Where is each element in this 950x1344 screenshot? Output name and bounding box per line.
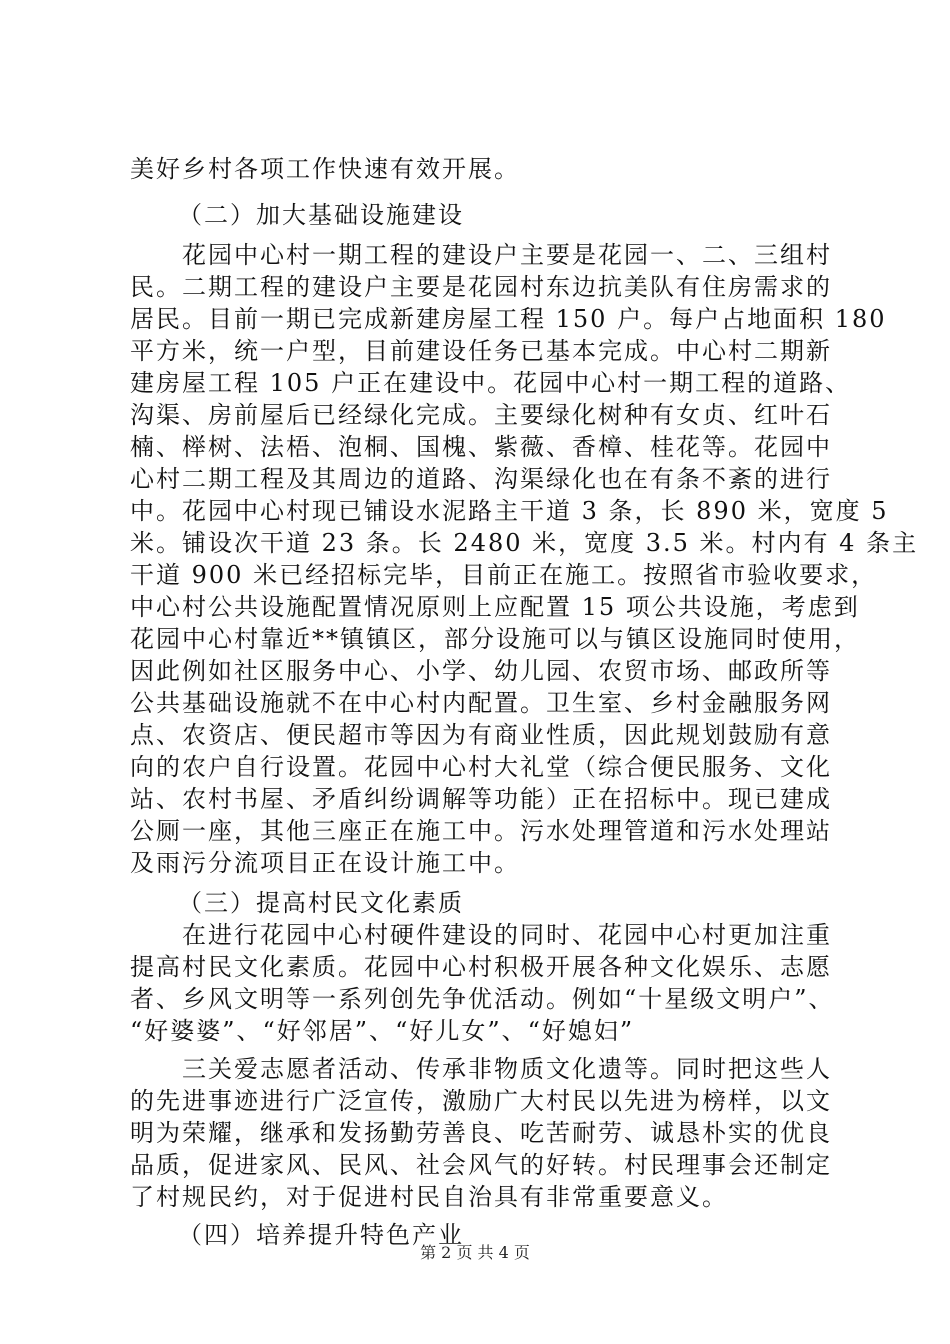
section-heading-3: （三）提高村民文化素质 xyxy=(178,889,464,917)
body-text-line: 公厕一座，其他三座正在施工中。污水处理管道和污水处理站 xyxy=(130,817,832,845)
body-text-line: 提高村民文化素质。花园中心村积极开展各种文化娱乐、志愿 xyxy=(130,953,832,981)
body-text-line: 花园中心村靠近**镇镇区，部分设施可以与镇区设施同时使用， xyxy=(130,625,860,653)
paragraph-first-line: 三关爱志愿者活动、传承非物质文化遗等。同时把这些人 xyxy=(182,1055,832,1083)
body-text-line: 中心村公共设施配置情况原则上应配置 15 项公共设施，考虑到 xyxy=(130,593,860,621)
body-text-line: 向的农户自行设置。花园中心村大礼堂（综合便民服务、文化 xyxy=(130,753,832,781)
body-text-line: 平方米，统一户型，目前建设任务已基本完成。中心村二期新 xyxy=(130,337,832,365)
body-text-line: 干道 900 米已经招标完毕，目前正在施工。按照省市验收要求， xyxy=(130,561,878,589)
body-text-line: 及雨污分流项目正在设计施工中。 xyxy=(130,849,520,877)
body-text-line: 站、农村书屋、矛盾纠纷调解等功能）正在招标中。现已建成 xyxy=(130,785,832,813)
paragraph-first-line: 花园中心村一期工程的建设户主要是花园一、二、三组村 xyxy=(182,241,832,269)
body-text-line: 者、乡风文明等一系列创先争优活动。例如“十星级文明户”、 xyxy=(130,985,835,1013)
section-heading-2: （二）加大基础设施建设 xyxy=(178,201,464,229)
body-text-line: 明为荣耀，继承和发扬勤劳善良、吃苦耐劳、诚恳朴实的优良 xyxy=(130,1119,832,1147)
body-text-line: 了村规民约，对于促进村民自治具有非常重要意义。 xyxy=(130,1183,728,1211)
body-text-line: 建房屋工程 105 户正在建设中。花园中心村一期工程的道路、 xyxy=(130,369,852,397)
body-text-line: 的先进事迹进行广泛宣传，激励广大村民以先进为榜样，以文 xyxy=(130,1087,832,1115)
body-text-line: 楠、榉树、法梧、泡桐、国槐、紫薇、香樟、桂花等。花园中 xyxy=(130,433,832,461)
body-text-line: “好婆婆”、“好邻居”、“好儿女”、“好媳妇” xyxy=(130,1017,635,1045)
body-text-line: 居民。目前一期已完成新建房屋工程 150 户。每户占地面积 180 xyxy=(130,305,887,333)
body-text-line: 民。二期工程的建设户主要是花园村东边抗美队有住房需求的 xyxy=(130,273,832,301)
body-text-line: 米。铺设次干道 23 条。长 2480 米，宽度 3.5 米。村内有 4 条主 xyxy=(130,529,919,557)
body-text-line: 因此例如社区服务中心、小学、幼儿园、农贸市场、邮政所等 xyxy=(130,657,832,685)
body-text-line: 中。花园中心村现已铺设水泥路主干道 3 条，长 890 米，宽度 5 xyxy=(130,497,889,525)
body-text-line: 品质，促进家风、民风、社会风气的好转。村民理事会还制定 xyxy=(130,1151,832,1179)
body-text-line: 美好乡村各项工作快速有效开展。 xyxy=(130,155,520,183)
body-text-line: 公共基础设施就不在中心村内配置。卫生室、乡村金融服务网 xyxy=(130,689,832,717)
body-text-line: 沟渠、房前屋后已经绿化完成。主要绿化树种有女贞、红叶石 xyxy=(130,401,832,429)
paragraph-first-line: 在进行花园中心村硬件建设的同时、花园中心村更加注重 xyxy=(182,921,832,949)
body-text-line: 心村二期工程及其周边的道路、沟渠绿化也在有条不紊的进行 xyxy=(130,465,832,493)
body-text-line: 点、农资店、便民超市等因为有商业性质，因此规划鼓励有意 xyxy=(130,721,832,749)
page-footer: 第 2 页 共 4 页 xyxy=(420,1243,530,1262)
section-heading-4: （四）培养提升特色产业 xyxy=(178,1221,464,1249)
